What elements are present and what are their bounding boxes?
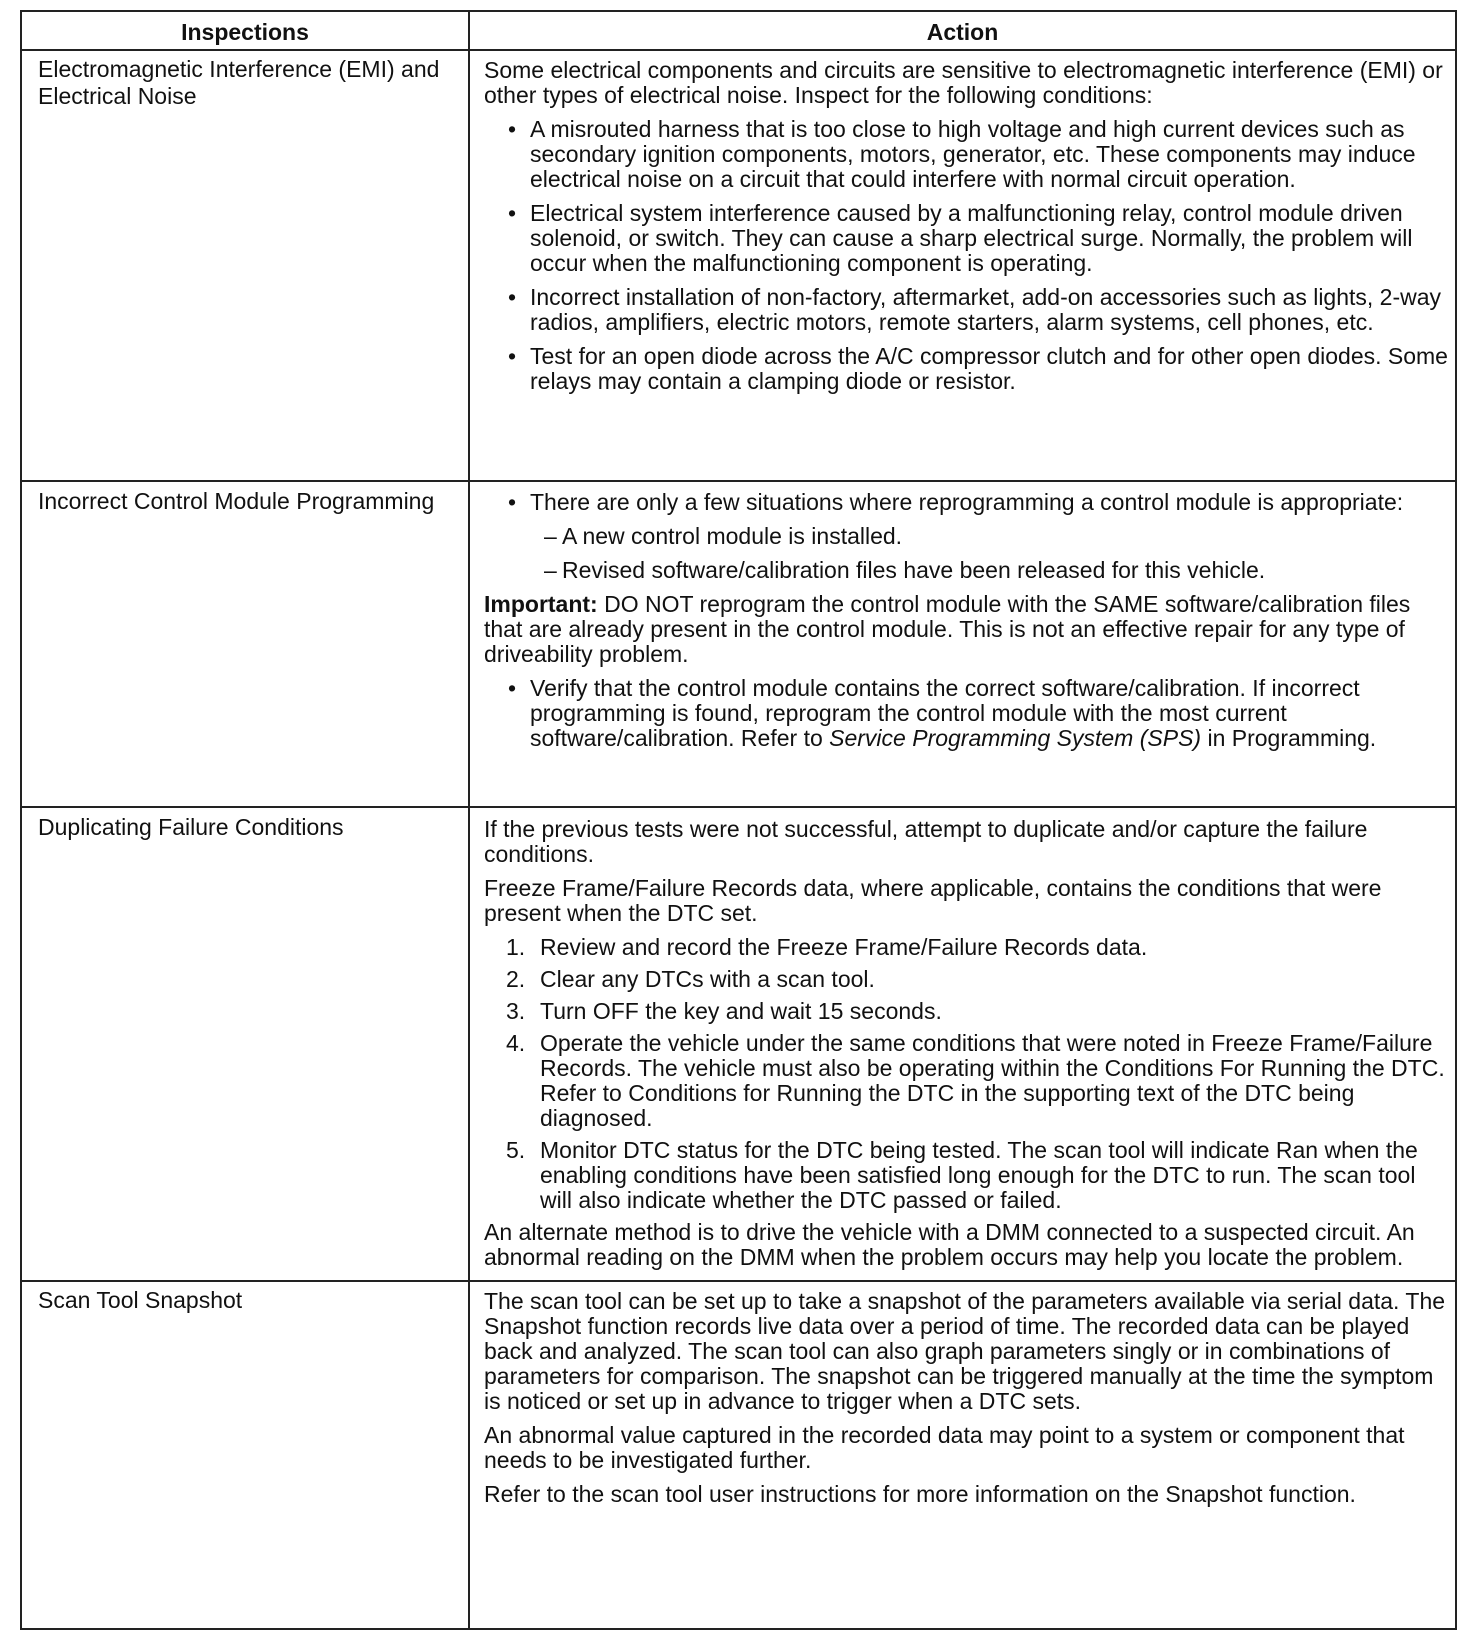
- step-number: 2.: [506, 966, 526, 992]
- emi-intro: Some electrical components and circuits are sensitive to electromagnetic interference (EMI) or other types of electrical noise. Inspect for the following conditions:: [484, 57, 1443, 108]
- action-header: Action: [926, 18, 999, 45]
- step-text: Monitor DTC status for the DTC being tested. The scan tool will indicate Ran when the enabling conditions have been satisfied long enough for the DTC to run. The scan tool will also indicate whether the DTC passed or failed.: [540, 1137, 1418, 1213]
- emi-bullet: • A misrouted harness that is too close to high voltage and high current devices such as secondary ignition components, motors, generator, etc. These components may induce electrical noise on a circuit that could interfere with normal circuit operation.: [484, 117, 1450, 192]
- header-divider: [22, 49, 1455, 51]
- step-item: [484, 1138, 1450, 1213]
- step-text: Operate the vehicle under the same conditions that were noted in Freeze Frame/Failure Records. The vehicle must also be operating within the Conditions For Running the DTC. Refer to Conditions for Running the DTC in the supporting text of the DTC being diagnosed.: [540, 1030, 1445, 1131]
- emi-bullet: • Test for an open diode across the A/C compressor clutch and for other open diodes. Some relays may contain a clamping diode or resistor.: [484, 344, 1450, 394]
- bullet-text: in Programming.: [1201, 725, 1377, 751]
- emi-inspection: Electromagnetic Interference (EMI) and Electrical Noise: [38, 56, 440, 109]
- emi-action: [484, 58, 1450, 403]
- programming-action: [484, 490, 1450, 760]
- duplicating-paragraph: An alternate method is to drive the vehicle with a DMM connected to a suspected circuit. An abnormal reading on the DMM when the problem occurs may help you locate the problem.: [484, 1219, 1415, 1270]
- step-number: 1.: [506, 934, 526, 960]
- row-divider: [22, 480, 1455, 482]
- programming-bullet: [484, 676, 1450, 751]
- duplicating-inspection: Duplicating Failure Conditions: [38, 814, 344, 840]
- row-divider: [22, 806, 1455, 808]
- step-text: Turn OFF the key and wait 15 seconds.: [540, 998, 942, 1024]
- sps-reference: Service Programming System (SPS): [829, 725, 1202, 751]
- snapshot-inspection: Scan Tool Snapshot: [38, 1287, 243, 1313]
- snapshot-paragraph: The scan tool can be set up to take a snapshot of the parameters available via serial data. The Snapshot function records live data over a period of time. The recorded data can be played back and analyzed. The scan tool can also graph parameters singly or in combinations of parameters for comparison. The snapshot can be triggered manually at the time the symptom is noticed or set up in advance to trigger when a DTC sets.: [484, 1288, 1446, 1414]
- row-divider: [22, 1280, 1455, 1282]
- snapshot-paragraph: An abnormal value captured in the recorded data may point to a system or component that needs to be investigated further.: [484, 1422, 1405, 1473]
- step-number: 4.: [506, 1030, 526, 1056]
- important-text: DO NOT reprogram the control module with the SAME software/calibration files that are already present in the control module. This is not an effective repair for any type of driveability problem.: [484, 591, 1411, 667]
- snapshot-action: [484, 1289, 1450, 1516]
- duplicating-paragraph: If the previous tests were not successful, attempt to duplicate and/or capture the failure conditions.: [484, 816, 1368, 867]
- programming-inspection: Incorrect Control Module Programming: [38, 488, 435, 514]
- column-divider: [468, 12, 470, 1628]
- inspection-table: [20, 10, 1457, 1630]
- step-text: Review and record the Freeze Frame/Failure Records data.: [540, 934, 1148, 960]
- step-item: [484, 999, 1450, 1024]
- step-item: [484, 1031, 1450, 1131]
- duplicating-action: [484, 817, 1450, 1279]
- emi-bullet: • Incorrect installation of non-factory, aftermarket, add-on accessories such as lights, 2-way radios, amplifiers, electric motors, remote starters, alarm systems, cell phones, etc.: [484, 285, 1450, 335]
- important-note: [484, 592, 1450, 667]
- snapshot-paragraph: Refer to the scan tool user instructions for more information on the Snapshot function.: [484, 1481, 1356, 1507]
- programming-dash-item: – A new control module is installed.: [484, 524, 1450, 549]
- bullet-text: Verify that the control module contains the correct software/calibration. If incorrect programming is found, reprogram the control module with the most current software/calibration. Refer to: [530, 675, 1360, 751]
- emi-bullet: • Electrical system interference caused by a malfunctioning relay, control module driven solenoid, or switch. They can cause a sharp electrical surge. Normally, the problem will occur when the malfunctioning component is operating.: [484, 201, 1450, 276]
- step-item: [484, 935, 1450, 960]
- programming-bullet: • There are only a few situations where reprogramming a control module is appropriate:: [484, 490, 1450, 515]
- step-item: [484, 967, 1450, 992]
- step-number: 3.: [506, 998, 526, 1024]
- duplicating-paragraph: Freeze Frame/Failure Records data, where applicable, contains the conditions that were present when the DTC set.: [484, 875, 1382, 926]
- step-text: Clear any DTCs with a scan tool.: [540, 966, 875, 992]
- step-number: 5.: [506, 1137, 526, 1163]
- inspections-header: Inspections: [181, 18, 309, 45]
- important-label: Important:: [484, 591, 598, 617]
- programming-dash-item: – Revised software/calibration files have been released for this vehicle.: [484, 558, 1450, 583]
